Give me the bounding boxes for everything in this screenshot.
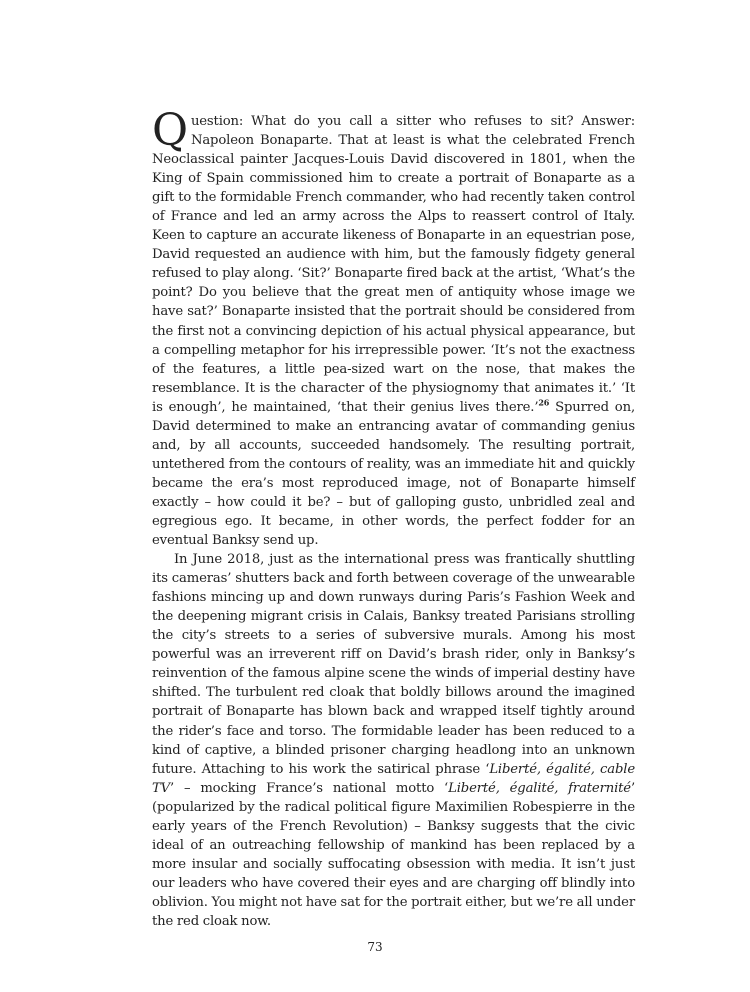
footnote-marker: 26 (538, 397, 550, 408)
paragraph-2-text-a: In June 2018, just as the international press was frantically shuttling its cameras’ shutters back and forth between coverage of the unwearable fashions mincing up and down runways during Paris’s Fashion Week and the deepening migrant crisis in Calais, Banksy treated Parisians strolling the city’s streets to a series of subversive murals. Among his most powerful was an irreverent riff on David’s brash rider, only in Banksy’s reinvention of the famous alpine scene the winds of imperial destiny have shifted. The turbulent red cloak that boldly billows around the imagined portrait of Bonaparte has blown back and wrapped itself tightly around the rider’s face and torso. The formidable leader has been reduced to a kind of captive, a blinded prisoner charging headlong into an unknown future. Attaching to his work the satirical phrase ‘ (152, 552, 635, 777)
paragraph-2 (152, 550, 635, 931)
paragraph-1-text-b: Spurred on, David determined to make an entrancing avatar of commanding genius and, by all accounts, succeeded handsomely. The resulting portrait, untethered from the contours of reality, was an immediate hit and quickly became the era’s most reproduced image, not of Bonaparte himself exactly – how could it be? – but of galloping gusto, unbridled zeal and egregious ego. It became, in other words, the perfect fodder for an eventual Banksy send up. (152, 399, 635, 549)
drop-cap: Q (152, 105, 188, 156)
body-text (152, 105, 635, 931)
italic-phrase-1: Liberté, égalité, cable TV (152, 761, 635, 796)
paragraph-1-text-a: uestion: What do you call a sitter who refuses to sit? Answer: Napoleon Bonaparte. That at least is what the celebrated French Neoclassical painter Jacques-Louis David discovered in 1801, when the King of Spain commissioned him to create a portrait of Bonaparte as a gift to the formidable French commander, who had recently taken control of France and led an army across the Alps to reassert control of Italy. Keen to capture an accurate likeness of Bonaparte in an equestrian pose, David requested an audience with him, but the famously fidgety general refused to play along. ‘Sit?’ Bonaparte fired back at the artist, ‘What’s the point? Do you believe that the great men of antiquity whose image we have sat?’ Bonaparte insisted that the portrait should be considered from the first not a convincing depiction of his actual physical appearance, but a compelling metaphor for his irrepressible power. ‘It’s not the exactness of the features, a little pea-sized wart on the nose, that makes the resemblance. It is the character of the physiognomy that animates it.’ ‘It is enough’, he maintained, ‘that their genius lives there.’ (152, 114, 635, 415)
paragraph-2-text-c: ’ (popularized by the radical political figure Maximilien Robespierre in the early years of the French Revolution) – Banksy suggests that the civic ideal of an outreaching fellowship of mankind has been replaced by a more insular and socially suffocating obsession with media. It isn’t just our leaders who have covered their eyes and are charging off blindly into oblivion. You might not have sat for the portrait either, but we’re all under the red cloak now. (152, 780, 635, 929)
paragraph-1 (152, 105, 635, 550)
italic-phrase-2: Liberté, égalité, fraternité (448, 780, 631, 796)
paragraph-2-text-b: ’ – mocking France’s national motto ‘ (170, 780, 449, 796)
page-number: 73 (367, 940, 383, 954)
